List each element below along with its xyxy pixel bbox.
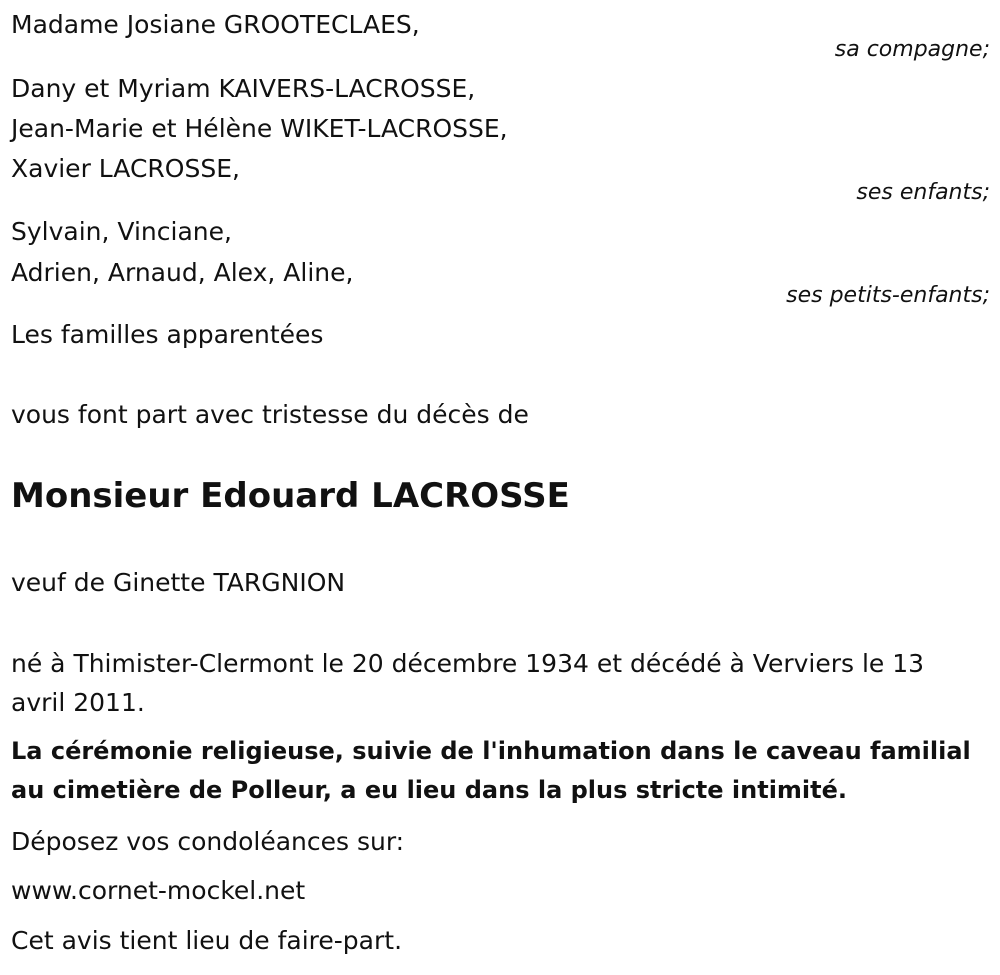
condolences-label: Déposez vos condoléances sur: bbox=[11, 827, 405, 856]
ceremony-text: La cérémonie religieuse, suivie de l'inhumation dans le caveau familial au cimetière de Polleur, a eu lieu dans la plus stricte intimité. bbox=[11, 737, 971, 804]
deceased-name: Monsieur Edouard LACROSSE bbox=[11, 476, 570, 516]
grandchildren-role: ses petits-enfants; bbox=[786, 283, 990, 308]
birth-death-text: né à Thimister-Clermont le 20 décembre 1934 et décédé à Verviers le 13 avril 2011. bbox=[11, 649, 925, 717]
child-name-3: Xavier LACROSSE, bbox=[11, 154, 240, 183]
child-name-1: Dany et Myriam KAIVERS-LACROSSE, bbox=[11, 74, 476, 103]
relatives-line: Les familles apparentées bbox=[11, 320, 324, 349]
grandchildren-line-1: Sylvain, Vinciane, bbox=[11, 217, 232, 246]
grandchildren-line-2: Adrien, Arnaud, Alex, Aline, bbox=[11, 258, 354, 287]
spouse-role: sa compagne; bbox=[834, 37, 990, 62]
condolences-url-link[interactable]: www.cornet-mockel.net bbox=[11, 876, 306, 905]
child-name-2: Jean-Marie et Hélène WIKET-LACROSSE, bbox=[11, 114, 508, 143]
footer-note: Cet avis tient lieu de faire-part. bbox=[11, 926, 403, 955]
children-role: ses enfants; bbox=[856, 180, 990, 205]
spouse-name: Madame Josiane GROOTECLAES, bbox=[11, 10, 420, 39]
announcement-text: vous font part avec tristesse du décès de bbox=[11, 400, 529, 429]
widower-line: veuf de Ginette TARGNION bbox=[11, 568, 346, 597]
